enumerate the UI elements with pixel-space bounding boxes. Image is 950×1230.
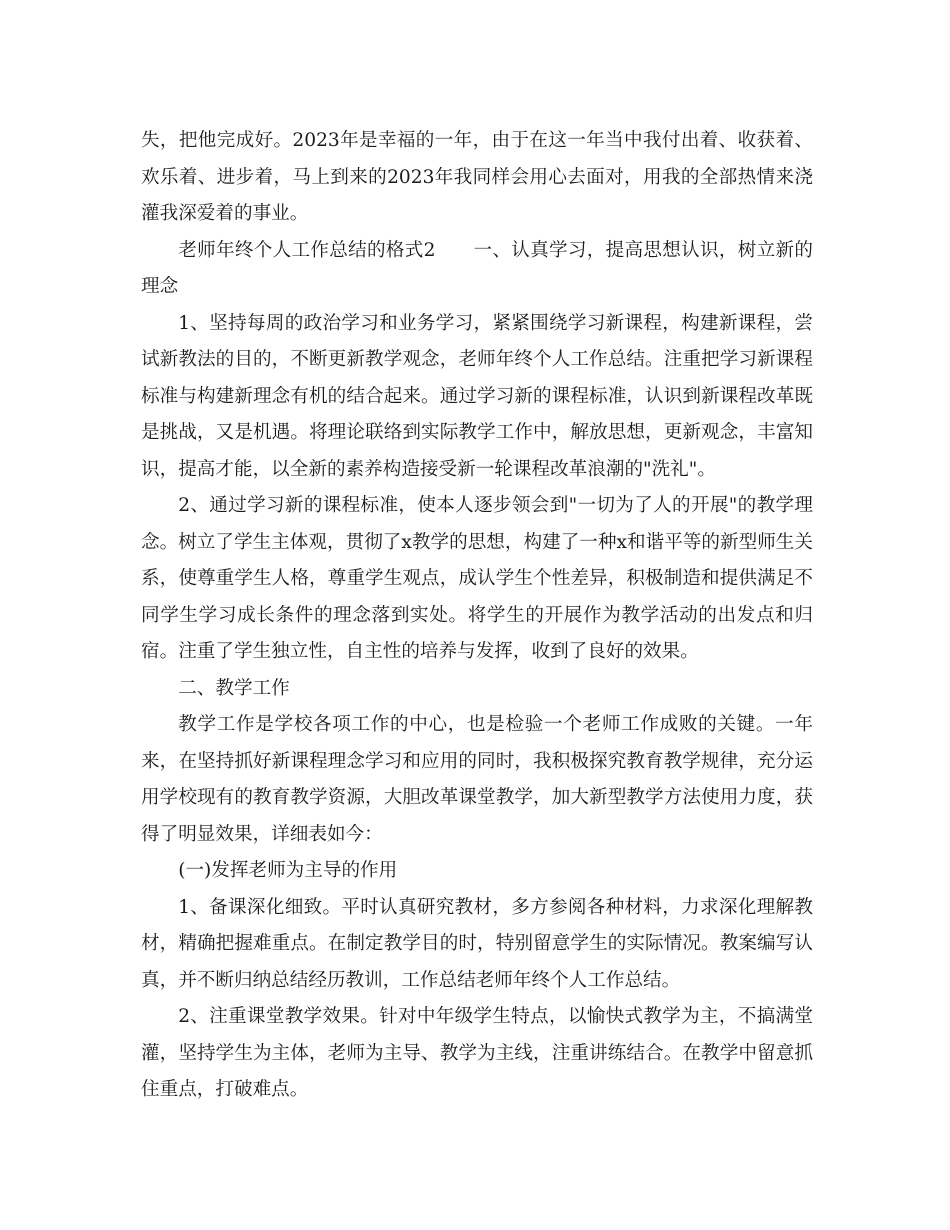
paragraph-study-2: 2、通过学习新的课程标准，使本人逐步领会到"一切为了人的开展"的教学理念。树立了学生主体观，贯彻了x教学的思想，构建了一种x和谐平等的新型师生关系，使尊重学生人格，尊重学生观点，成认学生个性差异，积极制造和提供满足不同学生学习成长条件的理念落到实处。将学生的开展作为教学活动的出发点和归宿。注重了学生独立性，自主性的培养与发挥，收到了良好的效果。 (141, 495, 813, 662)
paragraph-lesson-prep: 1、备课深化细致。平时认真研究教材，多方参阅各种材料，力求深化理解教材，精确把握难重点。在制定教学目的时，特别留意学生的实际情况。教案编写认真，并不断归纳总结经历教训，工作总结老师年终个人工作总结。 (141, 896, 813, 991)
paragraph-teaching-intro: 教学工作是学校各项工作的中心，也是检验一个老师工作成败的关键。一年来，在坚持抓好新课程理念学习和应用的同时，我积极探究教育教学规律，充分运用学校现有的教育教学资源，大胆改革课堂教学，加大新型教学方法使用力度，获得了明显效果，详细表如今： (141, 714, 813, 845)
paragraph-section-title: 老师年终个人工作总结的格式2 一、认真学习，提高思想认识，树立新的理念 (141, 239, 813, 297)
paragraph-study-1: 1、坚持每周的政治学习和业务学习，紧紧围绕学习新课程，构建新课程，尝试新教法的目的，不断更新教学观念，老师年终个人工作总结。注重把学习新课程标准与构建新理念有机的结合起来。通过学习新的课程标准，认识到新课程改革既是挑战，又是机遇。将理论联络到实际教学工作中，解放思想，更新观念，丰富知识，提高才能，以全新的素养构造接受新一轮课程改革浪潮的"洗礼"。 (141, 312, 813, 480)
paragraph-classroom-effect: 2、注重课堂教学效果。针对中年级学生特点，以愉快式教学为主，不搞满堂灌，坚持学生为主体，老师为主导、教学为主线，注重讲练结合。在教学中留意抓住重点，打破难点。 (141, 1006, 813, 1100)
heading-teaching-work: 二、教学工作 (178, 677, 290, 699)
document-body (141, 123, 813, 1109)
paragraph-continuation: 失，把他完成好。2023年是幸福的一年，由于在这一年当中我付出着、收获着、欢乐着、进步着，马上到来的2023年我同样会用心去面对，用我的全部热情来浇灌我深爱着的事业。 (141, 130, 813, 224)
heading-teacher-role: (一)发挥老师为主导的作用 (178, 860, 398, 881)
